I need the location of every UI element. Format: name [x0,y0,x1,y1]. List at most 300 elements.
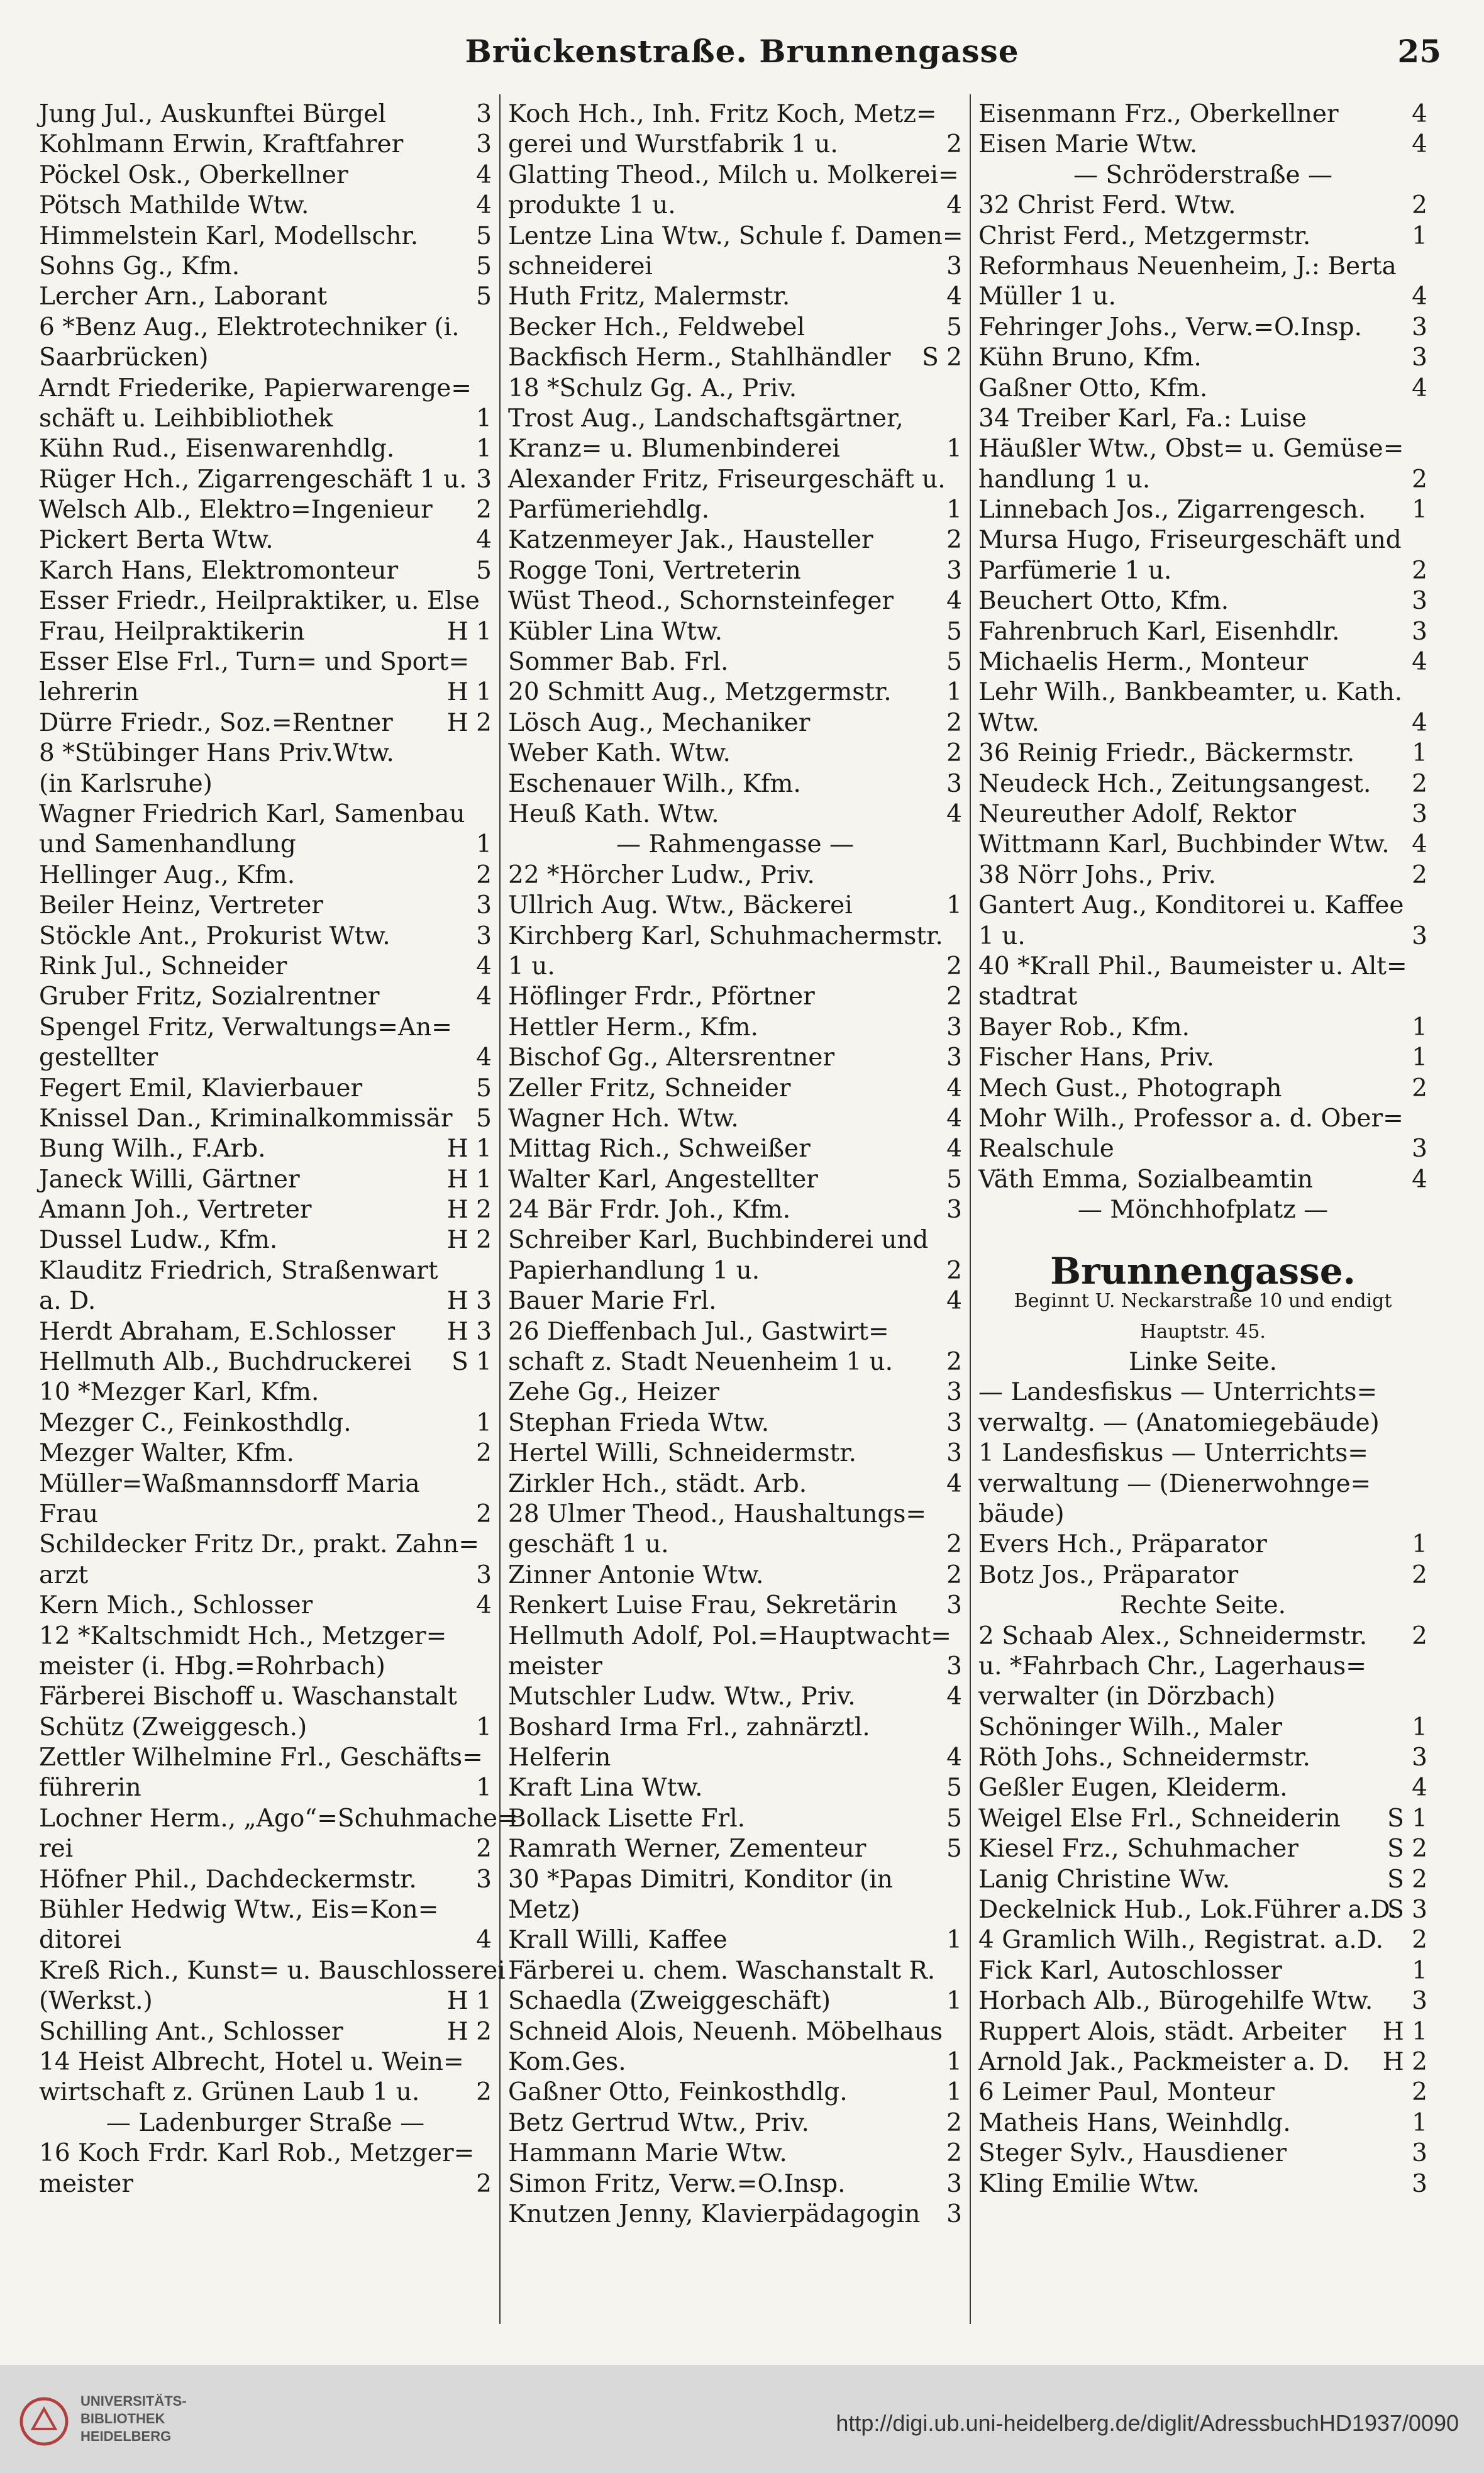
floor-number: 3 [946,1043,962,1072]
floor-number: 5 [476,252,492,281]
floor-number: 5 [946,648,962,677]
page-title: Brückenstraße. Brunnengasse [465,33,1019,70]
entry-text: Botz Jos., Präparator [978,1560,1239,1589]
floor-number: 4 [946,1743,962,1772]
entry-text: produkte 1 u. [508,191,676,220]
entry-text: lehrerin [39,678,139,707]
entry-text: Hertel Willi, Schneidermstr. [508,1439,856,1468]
entry-text: Bung Wilh., F.Arb. [39,1135,266,1164]
floor-number: 4 [946,1074,962,1103]
directory-entry [978,1743,1427,1773]
directory-entry [978,1591,1427,1621]
floor-number: 3 [1412,1135,1427,1164]
logo-line: UNIVERSITÄTS- [80,2393,187,2409]
entry-text: Schneid Alois, Neuenh. Möbelhaus [508,2017,943,2046]
entry-text: 30 *Papas Dimitri, Konditor (in [508,1865,893,1894]
directory-entry [39,1074,492,1104]
entry-text: Helferin [508,1743,611,1772]
floor-number: H 2 [446,708,492,737]
directory-entry [39,374,492,404]
directory-entry [978,1865,1427,1895]
floor-number: 2 [476,496,492,525]
floor-number: 2 [946,1530,962,1559]
entry-text: Dussel Ludw., Kfm. [39,1226,278,1255]
entry-text: Linnebach Jos., Zigarrengesch. [978,496,1366,525]
floor-number: H 3 [446,1287,492,1316]
entry-text: 18 *Schulz Gg. A., Priv. [508,374,797,403]
entry-text: Evers Hch., Präparator [978,1530,1267,1559]
entry-text: Geßler Eugen, Kleiderm. [978,1774,1288,1803]
entry-text: Schilling Ant., Schlosser [39,2017,343,2046]
entry-text: geschäft 1 u. [508,1530,669,1559]
directory-entry [39,221,492,252]
directory-entry [978,982,1427,1012]
entry-text: schäft u. Leihbibliothek [39,404,333,433]
directory-entry [978,647,1427,677]
entry-text: Knissel Dan., Kriminalkommissär [39,1104,453,1133]
entry-text: Kirchberg Karl, Schuhmachermstr. [508,921,943,950]
directory-entry [978,860,1427,891]
directory-entry [508,160,962,191]
floor-number: 1 [946,435,962,464]
entry-text: 38 Nörr Johs., Priv. [978,860,1216,889]
entry-text: Ruppert Alois, städt. Arbeiter [978,2017,1346,2046]
floor-number: 2 [476,1835,492,1864]
floor-number: 1 [946,1926,962,1955]
floor-number: 1 [1412,1043,1427,1072]
directory-entry [508,2199,962,2230]
directory-entry [508,343,962,373]
directory-entry [978,1438,1427,1469]
floor-number: 3 [1412,921,1427,950]
entry-text: Lösch Aug., Mechaniker [508,708,811,737]
floor-number: 2 [476,1439,492,1468]
entry-text: Schütz (Zweiggesch.) [39,1713,307,1742]
directory-entry [39,313,492,343]
entry-text: Hettler Herm., Kfm. [508,1013,758,1042]
floor-number: 5 [476,221,492,250]
floor-number: 4 [946,799,962,828]
directory-entry [978,1195,1427,1225]
floor-number: 3 [946,2199,962,2228]
entry-text: Pötsch Mathilde Wtw. [39,191,309,220]
directory-entry [978,769,1427,799]
floor-number: 4 [946,191,962,220]
floor-number: 3 [1412,2169,1427,2198]
directory-entry [39,1621,492,1652]
entry-text: schneiderei [508,252,653,281]
floor-number: 2 [1412,1926,1427,1955]
directory-entry [508,1195,962,1225]
entry-text: Bollack Lisette Frl. [508,1804,746,1833]
entry-text: Gaßner Otto, Kfm. [978,374,1208,403]
entry-text: Dürre Friedr., Soz.=Rentner [39,708,393,737]
entry-text: Mech Gust., Photograph [978,1074,1282,1103]
floor-number: 1 [476,1408,492,1437]
directory-entry [39,1317,492,1347]
floor-number: H 2 [446,1226,492,1255]
directory-entry [508,1499,962,1530]
directory-entry [508,1317,962,1347]
source-url-link[interactable]: http://digi.ub.uni-heidelberg.de/diglit/AdressbuchHD1937/0090 [836,2410,1459,2436]
entry-text: verwaltung — (Dienerwohnge= [978,1469,1371,1498]
entry-text: Horbach Alb., Bürogehilfe Wtw. [978,1987,1373,2016]
entry-text: bäude) [978,1499,1065,1528]
directory-entry [508,252,962,282]
directory-entry [39,1895,492,1925]
directory-entry [978,1104,1427,1134]
directory-entry [978,1043,1427,1073]
entry-text: Zehe Gg., Heizer [508,1378,719,1407]
floor-number: 4 [1412,100,1427,128]
directory-entry [39,1195,492,1225]
entry-text: Weber Kath. Wtw. [508,739,731,768]
entry-text: Beginnt U. Neckarstraße 10 und endigt [1014,1290,1392,1313]
entry-text: Walter Karl, Angestellter [508,1165,818,1194]
entry-text: rei [39,1835,74,1864]
directory-entry [508,1530,962,1560]
entry-text: Neudeck Hch., Zeitungsangest. [978,769,1371,798]
directory-entry [39,1134,492,1164]
entry-text: 8 *Stübinger Hans Priv.Wtw. [39,739,394,768]
directory-entry [39,2017,492,2047]
floor-number: H 2 [446,2017,492,2046]
directory-entry [978,160,1427,191]
entry-text: Hellinger Aug., Kfm. [39,860,296,889]
entry-text: Mezger Walter, Kfm. [39,1439,294,1468]
floor-number: H 1 [1382,2017,1427,2046]
directory-entry [978,708,1427,738]
directory-entry [978,677,1427,708]
entry-text: Karch Hans, Elektromonteur [39,556,399,585]
directory-entry [978,952,1427,982]
floor-number: 3 [946,1013,962,1042]
directory-entry [39,2138,492,2169]
directory-entry [978,1986,1427,2016]
directory-entry [508,830,962,860]
directory-entry [978,1249,1427,1292]
entry-text: Schöninger Wilh., Maler [978,1713,1282,1742]
directory-entry [508,952,962,982]
entry-text: meister (i. Hbg.=Rohrbach) [39,1652,385,1681]
floor-number: 2 [476,860,492,889]
floor-number: 2 [946,952,962,981]
entry-text: Heuß Kath. Wtw. [508,799,719,828]
entry-text: Neureuther Adolf, Rektor [978,799,1296,828]
entry-text: — Ladenburger Straße — [106,2108,425,2137]
directory-entry [508,1013,962,1043]
directory-entry [39,556,492,586]
entry-text: Väth Emma, Sozialbeamtin [978,1165,1313,1194]
directory-entry [508,1804,962,1834]
directory-entry [508,708,962,738]
entry-text: Kranz= u. Blumenbinderei [508,435,840,464]
directory-entry [508,1925,962,1955]
directory-entry [978,1621,1427,1652]
floor-number: 2 [1412,556,1427,585]
directory-entry [978,313,1427,343]
directory-entry [39,769,492,799]
entry-text: 34 Treiber Karl, Fa.: Luise [978,404,1307,433]
directory-entry [508,2077,962,2108]
directory-entry [39,952,492,982]
entry-text: Esser Friedr., Heilpraktiker, u. Else [39,587,480,616]
directory-entry [978,2077,1427,2108]
floor-number: 3 [1412,587,1427,616]
directory-entry [39,99,492,130]
directory-entry [39,2047,492,2077]
floor-number: S 3 [1387,1896,1427,1925]
directory-entry [978,799,1427,830]
directory-entry [39,1834,492,1864]
floor-number: 1 [476,1713,492,1742]
directory-entry [39,891,492,921]
page-number: 25 [1397,33,1441,70]
entry-text: Eisenmann Frz., Oberkellner [978,100,1339,128]
directory-entry [39,434,492,464]
entry-text: Gaßner Otto, Feinkosthdlg. [508,2078,848,2107]
floor-number: H 1 [446,1135,492,1164]
entry-text: Metz) [508,1896,580,1925]
directory-entry [39,1013,492,1043]
floor-number: 4 [946,282,962,311]
directory-entry [39,1377,492,1408]
floor-number: S 2 [1387,1835,1427,1864]
directory-entry [978,2169,1427,2199]
directory-entry [978,1499,1427,1530]
entry-text: Sohns Gg., Kfm. [39,252,240,281]
floor-number: 1 [1412,1013,1427,1042]
entry-text: Janeck Willi, Gärtner [39,1165,300,1194]
directory-entry [39,1865,492,1895]
entry-text: Stephan Frieda Wtw. [508,1408,770,1437]
floor-number: 2 [946,1560,962,1589]
directory-entry [508,525,962,555]
directory-entry [39,2108,492,2138]
entry-text: Klauditz Friedrich, Straßenwart [39,1256,438,1285]
entry-text: Fegert Emil, Klavierbauer [39,1074,363,1103]
entry-text: stadtrat [978,982,1078,1011]
directory-entry [508,2108,962,2138]
entry-text: Linke Seite. [1128,1348,1278,1377]
directory-entry [978,1834,1427,1864]
entry-text: 1 Landesfiskus — Unterrichts= [978,1439,1368,1468]
floor-number: 2 [946,2139,962,2168]
floor-number: S 2 [922,343,962,372]
directory-entry [978,2047,1427,2077]
floor-number: 5 [946,313,962,342]
floor-number: 1 [946,678,962,707]
directory-column-3 [978,99,1427,2199]
directory-entry [508,677,962,708]
floor-number: 3 [476,100,492,128]
floor-number: 3 [946,556,962,585]
directory-entry [39,130,492,160]
directory-entry [39,830,492,860]
directory-column-2 [508,99,962,2230]
entry-text: Amann Joh., Vertreter [39,1196,312,1225]
entry-text: Stöckle Ant., Prokurist Wtw. [39,921,390,950]
directory-entry [978,1925,1427,1955]
directory-entry [978,374,1427,404]
entry-text: 24 Bär Frdr. Joh., Kfm. [508,1196,791,1225]
floor-number: 1 [476,1774,492,1803]
entry-text: und Samenhandlung [39,830,296,859]
entry-text: 1 u. [508,952,555,981]
floor-number: 4 [946,1287,962,1316]
directory-entry [508,1743,962,1773]
entry-text: 14 Heist Albrecht, Hotel u. Wein= [39,2048,464,2076]
entry-text: Kreß Rich., Kunst= u. Bauschlosserei [39,1956,506,1985]
entry-text: 40 *Krall Phil., Baumeister u. Alt= [978,952,1407,981]
directory-entry [508,1621,962,1652]
floor-number: 2 [1412,2078,1427,2107]
directory-entry [978,1773,1427,1803]
entry-text: Beuchert Otto, Kfm. [978,587,1229,616]
entry-text: (Werkst.) [39,1987,153,2016]
floor-number: 3 [946,1652,962,1681]
directory-entry [39,1286,492,1316]
directory-entry [39,1682,492,1712]
entry-text: meister [39,2169,133,2198]
entry-text: Eschenauer Wilh., Kfm. [508,769,801,798]
entry-text: 4 Gramlich Wilh., Registrat. a.D. [978,1926,1384,1955]
directory-entry [508,1043,962,1073]
floor-number: 3 [476,1865,492,1894]
floor-number: 2 [1412,465,1427,494]
directory-entry [508,1438,962,1469]
directory-entry [39,1469,492,1499]
directory-entry [978,1317,1427,1347]
floor-number: 2 [946,1256,962,1285]
floor-number: S 1 [451,1348,492,1377]
entry-text: Welsch Alb., Elektro=Ingenieur [39,496,433,525]
directory-entry [978,1134,1427,1164]
directory-entry [39,708,492,738]
directory-entry [39,921,492,952]
directory-entry [978,191,1427,221]
directory-entry [978,1408,1427,1438]
entry-text: Höfner Phil., Dachdeckermstr. [39,1865,417,1894]
floor-number: 2 [1412,860,1427,889]
directory-entry [978,1652,1427,1682]
directory-entry [978,1804,1427,1834]
directory-entry [978,2138,1427,2169]
entry-text: 1 u. [978,921,1026,950]
directory-entry [39,1773,492,1803]
directory-entry [508,404,962,434]
floor-number: 2 [1412,1074,1427,1103]
floor-number: H 1 [446,1987,492,2016]
entry-text: u. *Fahrbach Chr., Lagerhaus= [978,1652,1366,1681]
directory-entry [508,1591,962,1621]
entry-text: handlung 1 u. [978,465,1151,494]
directory-entry [978,2108,1427,2138]
floor-number: S 2 [1387,1865,1427,1894]
directory-entry [978,738,1427,769]
floor-number: 2 [476,2169,492,2198]
floor-number: 3 [946,1591,962,1620]
floor-number: 1 [1412,1713,1427,1742]
floor-number: 3 [476,130,492,159]
entry-text: Höflinger Frdr., Pförtner [508,982,815,1011]
entry-text: 2 Schaab Alex., Schneidermstr. [978,1621,1368,1650]
entry-text: — Schröderstraße — [1073,160,1332,189]
entry-text: Gruber Fritz, Sozialrentner [39,982,380,1011]
floor-number: 2 [476,2078,492,2107]
entry-text: 26 Dieffenbach Jul., Gastwirt= [508,1317,889,1346]
directory-entry [978,525,1427,555]
directory-entry [978,921,1427,952]
entry-text: 16 Koch Frdr. Karl Rob., Metzger= [39,2139,475,2168]
viewer-footer [0,2365,1484,2473]
entry-text: Zinner Antonie Wtw. [508,1560,764,1589]
entry-text: Kern Mich., Schlosser [39,1591,313,1620]
directory-entry [978,617,1427,647]
directory-entry [508,1895,962,1925]
entry-text: Papierhandlung 1 u. [508,1256,760,1285]
floor-number: 4 [476,526,492,555]
floor-number: 3 [946,2169,962,2198]
entry-text: Simon Fritz, Verw.=O.Insp. [508,2169,846,2198]
entry-text: Wüst Theod., Schornsteinfeger [508,587,894,616]
floor-number: 1 [946,1987,962,2016]
directory-entry [39,1925,492,1955]
entry-text: Lanig Christine Ww. [978,1865,1231,1894]
directory-entry [508,99,962,130]
column-divider [970,94,971,2324]
directory-entry [508,1286,962,1316]
entry-text: Huth Fritz, Malermstr. [508,282,790,311]
directory-entry [508,1713,962,1743]
entry-text: Pöckel Osk., Oberkellner [39,160,348,189]
directory-entry [508,921,962,952]
entry-text: Gantert Aug., Konditorei u. Kaffee [978,891,1404,920]
directory-entry [39,1560,492,1591]
entry-text: Wagner Hch. Wtw. [508,1104,739,1133]
floor-number: 1 [1412,1530,1427,1559]
entry-text: Mursa Hugo, Friseurgeschäft und [978,526,1402,555]
entry-text: Bayer Rob., Kfm. [978,1013,1190,1042]
entry-text: Zettler Wilhelmine Frl., Geschäfts= [39,1743,483,1772]
entry-text: Rogge Toni, Vertreterin [508,556,801,585]
directory-entry [39,1986,492,2016]
floor-number: 3 [476,1560,492,1589]
floor-number: 4 [946,1135,962,1164]
directory-entry [39,1408,492,1438]
entry-text: Herdt Abraham, E.Schlosser [39,1317,396,1346]
directory-entry [978,495,1427,525]
entry-text: Röth Johs., Schneidermstr. [978,1743,1310,1772]
directory-entry [978,1956,1427,1986]
directory-entry [39,2077,492,2108]
directory-entry [508,1347,962,1377]
floor-number: 4 [476,191,492,220]
entry-text: Betz Gertrud Wtw., Priv. [508,2108,809,2137]
entry-text: Brunnengasse. [1050,1249,1356,1292]
directory-entry [39,1804,518,1834]
entry-text: Fahrenbruch Karl, Eisenhdlr. [978,617,1340,646]
directory-entry [508,1377,962,1408]
floor-number: 1 [476,435,492,464]
floor-number: H 1 [446,678,492,707]
entry-text: Reformhaus Neuenheim, J.: Berta [978,252,1397,281]
floor-number: 4 [946,1469,962,1498]
floor-number: 1 [1412,2108,1427,2137]
directory-entry [508,2138,962,2169]
university-seal-icon [19,2396,69,2447]
floor-number: 1 [1412,739,1427,768]
